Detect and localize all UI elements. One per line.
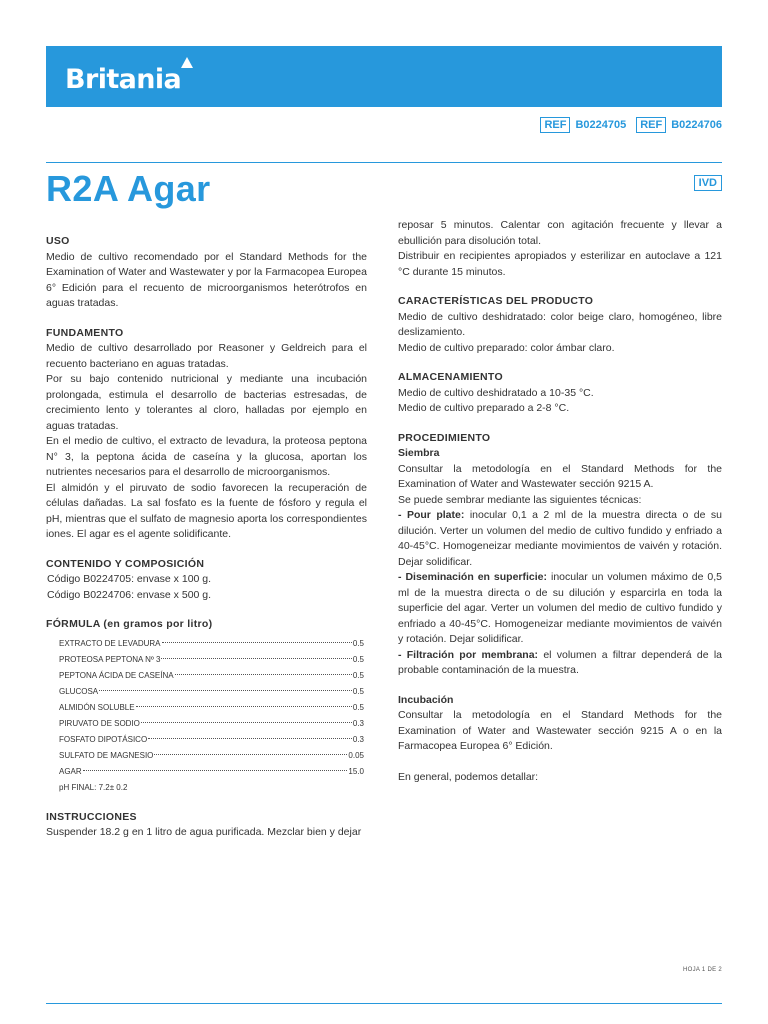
formula-row [59, 764, 364, 780]
formula-ingredient: FOSFATO DIPOTÁSICO [59, 734, 148, 744]
instrucciones-distribuir: Distribuir en recipientes apropiados y esterilizar en autoclave a 121 °C durante 15 minutos. [398, 250, 722, 278]
general-text: En general, podemos detallar: [398, 770, 539, 783]
formula-amount: 0.3 [352, 718, 364, 728]
leader-dots [154, 754, 347, 755]
ref-item [636, 117, 722, 133]
formula-row [59, 748, 364, 764]
method-filtracion [398, 648, 722, 679]
section-heading-almacenamiento: ALMACENAMIENTO [398, 371, 503, 383]
header-bar [46, 46, 722, 107]
formula-ingredient: AGAR [59, 766, 82, 776]
ivd-badge: IVD [694, 175, 722, 191]
formula-ingredient: GLUCOSA [59, 686, 99, 696]
caracteristicas-line: Medio de cultivo preparado: color ámbar claro. [398, 341, 615, 354]
incubacion-text: Consultar la metodología en el Standard Methods for the Examination of Water and Wastewater sección 9215 A o en la Farmacopea Europea 6° Edición. [398, 709, 722, 752]
formula-ph: pH FINAL: 7.2± 0.2 [59, 782, 128, 792]
section-heading-fundamento: FUNDAMENTO [46, 326, 124, 339]
uso-text: Medio de cultivo recomendado por el Standard Methods for the Examination of Water and Wastewater y por la Farmacopea Europea 6° Edición para el recuento de microorganismos heterótrofos en aguas tratadas. [46, 250, 367, 309]
ref-codes [540, 117, 722, 133]
formula-ingredient: PEPTONA ÁCIDA DE CASEÍNA [59, 670, 174, 680]
contenido-line: Código B0224705: envase x 100 g. [47, 573, 212, 585]
formula-amount: 0.5 [352, 686, 364, 696]
formula-row [59, 652, 364, 668]
method-label: - Diseminación en superficie: [398, 571, 548, 583]
formula-row [59, 636, 364, 652]
leader-dots [141, 722, 352, 723]
formula-amount: 0.5 [352, 702, 364, 712]
formula-row [59, 732, 364, 748]
formula-ingredient: PIRUVATO DE SODIO [59, 718, 140, 728]
formula-table [59, 636, 364, 796]
formula-amount: 0.05 [348, 750, 364, 760]
ref-label: REF [540, 117, 570, 133]
instrucciones-text: Suspender 18.2 g en 1 litro de agua purificada. Mezclar bien y dejar [46, 826, 362, 838]
method-text: inocular 0,1 a 2 ml de la muestra directa o de su dilución. Verter un volumen del medio de cultivo fundido y enfriado a 40-45°C. Homogeneizar mediante movimientos de vaivén y rotación. Dejar solidificar. [398, 509, 722, 568]
formula-amount: 0.5 [352, 638, 364, 648]
formula-row [59, 684, 364, 700]
formula-ingredient: PROTEOSA PEPTONA Nº 3 [59, 654, 161, 664]
left-column [46, 234, 367, 841]
almacenamiento-line: Medio de cultivo deshidratado a 10-35 °C. [398, 386, 594, 399]
leader-dots [161, 658, 351, 659]
leader-dots [136, 706, 352, 707]
formula-ingredient: EXTRACTO DE LEVADURA [59, 638, 161, 648]
section-heading-uso: USO [46, 235, 70, 247]
subheading-incubacion: Incubación [398, 693, 454, 706]
section-heading-procedimiento: PROCEDIMIENTO [398, 431, 491, 444]
method-text: inocular un volumen máximo de 0,5 ml de la muestra directa o de su dilución y esparcirla en toda la superficie del agar. Verter un volumen del medio de cultivo fundido y enfriado a 40-45°C. Homogeneizar mediante movimientos de vaivén y rotación. Dejar solidificar. [398, 571, 723, 645]
contenido-line: Código B0224706: envase x 500 g. [47, 588, 212, 601]
section-heading-caracteristicas: CARACTERÍSTICAS DEL PRODUCTO [398, 295, 594, 307]
formula-amount: 0.5 [352, 654, 364, 664]
formula-amount: 0.3 [352, 734, 364, 744]
formula-ingredient: ALMIDÓN SOLUBLE [59, 702, 135, 712]
fundamento-paragraph: El almidón y el piruvato de sodio favorecen la recuperación de células dañadas. La sal fosfato es la fuente de fósforo y regula el pH, mientras que el sulfato de magnesio aporta los correspondientes iones. El agar es el agente solidificante. [46, 481, 367, 540]
page-number: HOJA 1 DE 2 [683, 967, 722, 973]
caracteristicas-line: Medio de cultivo deshidratado: color beige claro, homogéneo, libre deslizamiento. [398, 310, 722, 338]
fundamento-paragraph: Medio de cultivo desarrollado por Reasoner y Geldreich para el recuento bacteriano en aguas tratadas. [46, 342, 367, 370]
brand-logo: Britania [65, 64, 182, 95]
fundamento-paragraph: Por su bajo contenido nutricional y mediante una incubación prolongada, estimula el desarrollo de bacterias estresadas, de crecimiento lento y tolerantes al cloro, halladas por ejemplo en aguas tratadas. [46, 373, 367, 432]
siembra-line: Consultar la metodología en el Standard Methods for the Examination of Water and Wastewater sección 9215 A. [398, 462, 722, 490]
method-label: - Pour plate: [398, 509, 465, 521]
ref-label: REF [636, 117, 666, 133]
fundamento-paragraph: En el medio de cultivo, el extracto de levadura, la proteosa peptona N° 3, la peptona ácida de caseína y la glucosa, aportan los nutrientes necesarios para el desarrollo de microorganismos. [46, 435, 367, 478]
bottom-divider [46, 1003, 722, 1004]
formula-row [59, 700, 364, 716]
formula-amount: 0.5 [352, 670, 364, 680]
leader-dots [175, 674, 352, 675]
right-column [398, 218, 722, 785]
leader-dots [162, 642, 352, 643]
ref-item [540, 117, 626, 133]
ref-code: B0224706 [671, 119, 722, 131]
section-heading-contenido: CONTENIDO Y COMPOSICIÓN [46, 557, 205, 570]
siembra-line: Se puede sembrar mediante las siguientes técnicas: [398, 493, 642, 506]
almacenamiento-line: Medio de cultivo preparado a 2-8 °C. [398, 402, 570, 414]
method-pour-plate [398, 508, 722, 570]
method-diseminacion [398, 570, 722, 648]
page-title: R2A Agar [46, 168, 211, 209]
formula-ingredient: SULFATO DE MAGNESIO [59, 750, 154, 760]
section-heading-instrucciones: INSTRUCCIONES [46, 810, 137, 823]
formula-row [59, 668, 364, 684]
leader-dots [148, 738, 352, 739]
brand-triangle-icon [181, 57, 193, 68]
section-heading-formula: FÓRMULA (en gramos por litro) [46, 618, 213, 630]
formula-amount: 15.0 [348, 766, 364, 776]
method-label: - Filtración por membrana: [398, 648, 539, 661]
method-text: el volumen a filtrar dependerá de la probable contaminación de la muestra. [398, 648, 722, 676]
leader-dots [83, 770, 348, 771]
leader-dots [99, 690, 352, 691]
subheading-siembra: Siembra [398, 447, 440, 459]
instrucciones-continued: reposar 5 minutos. Calentar con agitación frecuente y llevar a ebullición para disolución total. [398, 219, 722, 247]
formula-row [59, 716, 364, 732]
ref-code: B0224705 [575, 119, 627, 131]
top-divider [46, 162, 722, 163]
